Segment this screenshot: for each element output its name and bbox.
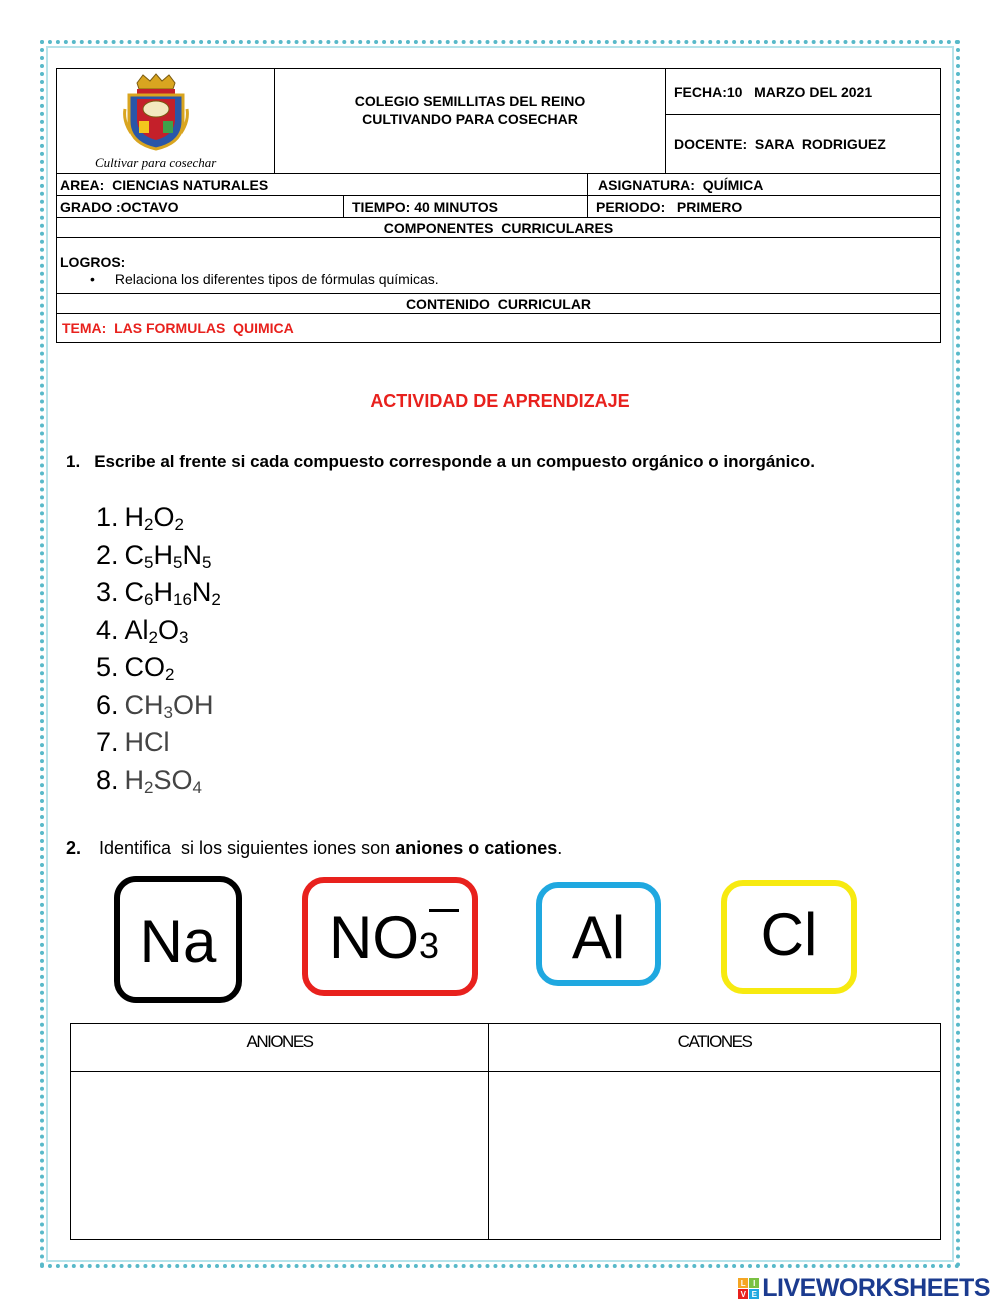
formula-item: 3. $C_6H_{16}N_2$ <box>96 577 221 609</box>
question-2-bold: aniones o cationes <box>395 838 558 858</box>
ion-card-al[interactable] <box>536 882 661 986</box>
question-1-text: Escribe al frente si cada compuesto corresponde a un compuesto orgánico o inorgánico. <box>94 452 815 471</box>
formula-item: 7. HCl <box>96 727 170 757</box>
formula-item: 8. $H_2SO_4$ <box>96 764 202 797</box>
formula-item: 6. $CH_3OH$ <box>96 689 214 722</box>
liveworksheets-badge-icon: L I V E <box>738 1278 759 1299</box>
ion-label: NO <box>328 904 419 971</box>
achievement-item: • Relaciona los diferentes tipos de fórmulas químicas. <box>90 271 439 287</box>
subject-field: ASIGNATURA: QUÍMICA <box>598 176 764 193</box>
formula: $H_2O_2$ <box>124 502 184 534</box>
ion-card-na[interactable] <box>114 876 242 1003</box>
anions-header: ANIONES <box>71 1024 489 1071</box>
formula: $CH_3OH$ <box>124 689 214 722</box>
cations-drop-area[interactable] <box>489 1072 940 1239</box>
negative-charge-bar <box>429 909 459 912</box>
school-name-cell <box>275 69 666 173</box>
ion-subscript: 3 <box>418 925 440 966</box>
time-field: TIEMPO: 40 MINUTOS <box>344 196 588 217</box>
question-2-number: 2. <box>66 838 82 858</box>
question-1 <box>66 452 815 472</box>
question-2-text: Identifica si los siguientes iones son <box>99 838 396 858</box>
topic-field: TEMA: LAS FORMULAS QUIMICA <box>62 320 294 336</box>
period-field: PERIODO: PRIMERO <box>596 198 743 215</box>
logo-cell <box>57 69 275 173</box>
area-field: AREA: CIENCIAS NATURALES <box>57 174 588 195</box>
date-field: FECHA:10 MARZO DEL 2021 <box>666 69 940 115</box>
formula-item: 4. $Al_2O_3$ <box>96 614 189 647</box>
ion-card-cl[interactable] <box>721 880 857 994</box>
components-heading: COMPONENTES CURRICULARES <box>383 219 614 236</box>
question-2: 2. Identifica si los siguientes iones son aniones o cationes. <box>66 838 563 858</box>
liveworksheets-wordmark: LIVEWORKSHEETS <box>762 1274 990 1302</box>
teacher-field: DOCENTE: SARA RODRIGUEZ <box>674 136 886 152</box>
grade-field: GRADO :OCTAVO <box>57 196 344 217</box>
formula-item: 1. $H_2O_2$ <box>96 502 184 534</box>
ion-label: Na <box>139 908 217 975</box>
ion-label: Cl <box>760 900 818 968</box>
school-slogan: CULTIVANDO PARA COSECHAR <box>362 111 578 127</box>
content-heading: CONTENIDO CURRICULAR <box>405 295 592 312</box>
ion-card-no3[interactable] <box>302 877 478 996</box>
formula: $CO_2$ <box>124 652 175 684</box>
achievements-section <box>57 238 940 294</box>
formula: $H_2SO_4$ <box>124 764 202 797</box>
activity-title: ACTIVIDAD DE APRENDIZAJE <box>370 391 630 411</box>
achievements-label: LOGROS: <box>60 254 126 270</box>
formula-list <box>96 500 221 800</box>
formula: $Al_2O_3$ <box>124 614 189 647</box>
cations-header: CATIONES <box>677 1032 752 1051</box>
question-1-number: 1. <box>66 452 81 471</box>
answer-table <box>70 1023 941 1240</box>
school-name: COLEGIO SEMILLITAS DEL REINO <box>354 93 586 109</box>
school-crest-logo <box>123 73 189 151</box>
ion-label: Al <box>571 903 626 971</box>
header-table <box>56 68 941 343</box>
formula-item: 5. $CO_2$ <box>96 652 175 684</box>
formula: HCl <box>124 727 170 757</box>
meta-cell <box>666 69 940 173</box>
anions-drop-area[interactable] <box>71 1072 489 1239</box>
formula-item: 2. $C_5H_5N_5$ <box>96 539 212 572</box>
school-motto: Cultivar para cosechar <box>95 155 217 170</box>
formula: $C_5H_5N_5$ <box>124 539 212 572</box>
formula: $C_6H_{16}N_2$ <box>124 577 221 609</box>
liveworksheets-logo <box>738 1274 990 1303</box>
